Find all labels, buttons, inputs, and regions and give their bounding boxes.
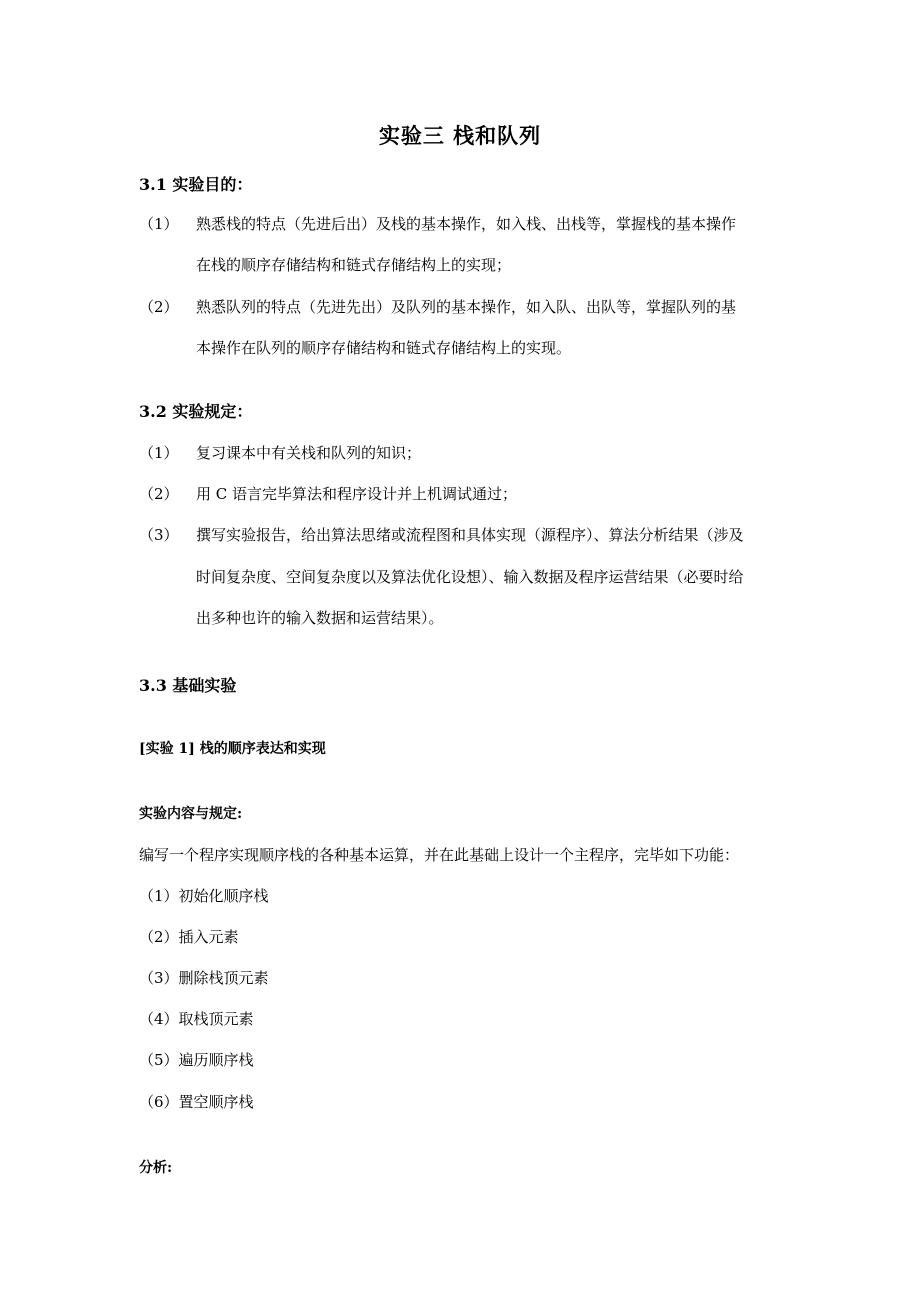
function-item-4: （4）取栈顶元素 (139, 1010, 254, 1028)
s31-item-2-line-2: 本操作在队列的顺序存储结构和链式存储结构上的实现。 (196, 339, 572, 357)
s31-item-2-line-1: 熟悉队列的特点（先进先出）及队列的基本操作，如入队、出队等，掌握队列的基 (196, 298, 737, 316)
section-3-1-heading: 3.1 实验目的： (139, 175, 253, 194)
section-3-2-heading: 3.2 实验规定： (139, 402, 253, 421)
analysis-label: 分析: (139, 1160, 173, 1176)
function-item-3: （3）删除栈顶元素 (139, 969, 269, 987)
section-3-3-heading: 3.3 基础实验 (139, 676, 237, 695)
page-title: 实验三 栈和队列 (378, 123, 542, 148)
s31-item-2-number: （2） (139, 298, 179, 316)
experiment-intro: 编写一个程序实现顺序栈的各种基本运算，并在此基础上设计一个主程序，完毕如下功能： (139, 846, 740, 864)
s32-item-3-line-3: 出多种也许的输入数据和运营结果）。 (196, 609, 444, 627)
s32-item-3-line-2: 时间复杂度、空间复杂度以及算法优化设想）、输入数据及程序运营结果（必要时给 (196, 568, 744, 586)
s32-item-2-number: （2） (139, 485, 179, 503)
s32-item-1-number: （1） (139, 444, 179, 462)
s32-item-2-line-1: 用 C 语言完毕算法和程序设计并上机调试通过； (196, 485, 518, 503)
function-item-5: （5）遍历顺序栈 (139, 1051, 254, 1069)
s31-item-1-number: （1） (139, 215, 179, 233)
experiment-1-title: [实验 1] 栈的顺序表达和实现 (139, 741, 326, 757)
function-item-1: （1）初始化顺序栈 (139, 887, 269, 905)
function-item-6: （6）置空顺序栈 (139, 1093, 254, 1111)
s31-item-1-line-2: 在栈的顺序存储结构和链式存储结构上的实现； (196, 256, 512, 274)
s31-item-1-line-1: 熟悉栈的特点（先进后出）及栈的基本操作，如入栈、出栈等，掌握栈的基本操作 (196, 215, 737, 233)
function-item-2: （2）插入元素 (139, 928, 239, 946)
s32-item-3-number: （3） (139, 526, 179, 544)
s32-item-1-line-1: 复习课本中有关栈和队列的知识； (196, 444, 422, 462)
content-requirements-label: 实验内容与规定: (139, 806, 243, 822)
s32-item-3-line-1: 撰写实验报告，给出算法思绪或流程图和具体实现（源程序）、算法分析结果（涉及 (196, 526, 744, 544)
